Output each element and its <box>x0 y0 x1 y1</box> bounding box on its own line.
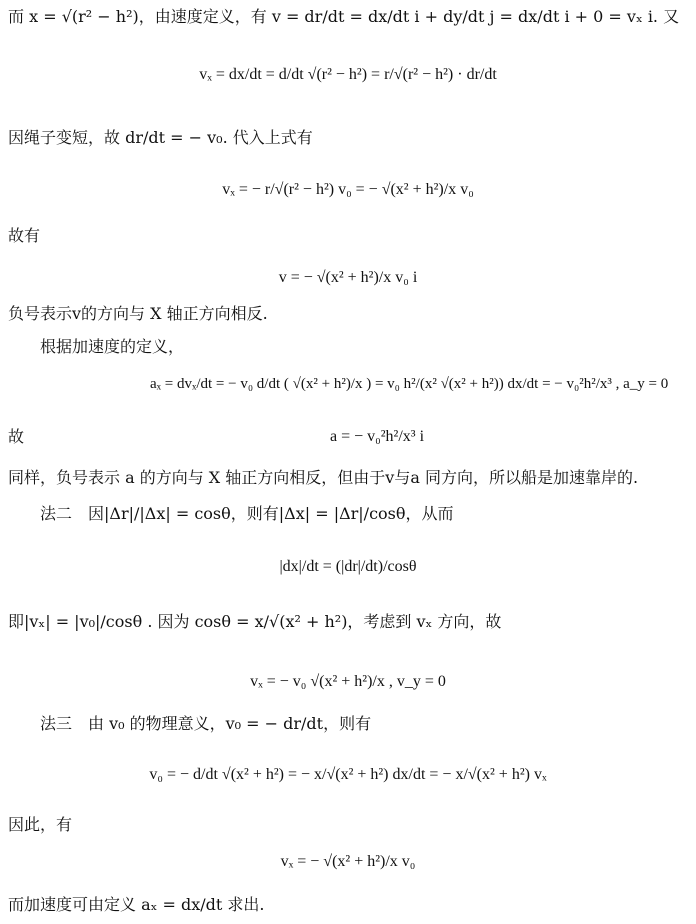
text-line-method-three: 法三 由 v₀ 的物理意义，v₀ = − dr/dt，则有 <box>40 714 372 733</box>
equation-vx-method-three: vₓ = − √(x² + h²)/x v₀ <box>280 853 416 870</box>
equation-velocity-vector: v = − √(x² + h²)/x v₀ i <box>278 269 418 286</box>
text-line-conclusion: 同样，负号表示 a 的方向与 X 轴正方向相反，但由于v与a 同方向，所以船是加速靠岸的. <box>8 468 639 487</box>
equation-vx-derivative: vₓ = dx/dt = d/dt √(r² − h²) = r/√(r² − h²) · dr/dt <box>199 66 497 83</box>
text-line-therefore: 故有 <box>8 226 41 245</box>
text-line-final: 而加速度可由定义 aₓ = dx/dt 求出. <box>8 895 265 914</box>
equation-v0-derivative: v₀ = − d/dt √(x² + h²) = − x/√(x² + h²) dx/dt = − x/√(x² + h²) vₓ <box>149 766 547 783</box>
text-line-method-two: 法二 因|Δr|/|Δx| = cosθ，则有|Δx| = |Δr|/cosθ，从而 <box>40 504 454 523</box>
equation-vx-result: vₓ = − r/√(r² − h²) v₀ = − √(x² + h²)/x v₀ <box>222 181 474 198</box>
text-line-1: 而 x = √(r² − h²)，由速度定义，有 v = dr/dt = dx/dt i + dy/dt j = dx/dt i + 0 = vₓ i. 又 <box>8 7 680 26</box>
text-line-cos-theta: 即|vₓ| = |v₀|/cosθ . 因为 cosθ = x/√(x² + h²)，考虑到 vₓ 方向，故 <box>8 612 502 631</box>
text-line-rope: 因绳子变短，故 dr/dt = − v₀. 代入上式有 <box>8 128 313 147</box>
text-line-hence: 因此，有 <box>8 815 73 834</box>
text-line-sign-meaning: 负号表示v的方向与 X 轴正方向相反. <box>8 304 268 323</box>
text-line-gu: 故 <box>8 427 25 446</box>
equation-acceleration-vector: a = − v₀²h²/x³ i <box>330 428 425 445</box>
equation-vx-method-two: vₓ = − v₀ √(x² + h²)/x , v_y = 0 <box>250 673 446 690</box>
equation-ax: aₓ = dvₓ/dt = − v₀ d/dt ( √(x² + h²)/x ) = v₀ h²/(x² √(x² + h²)) dx/dt = − v₀²h²/x³ , a_y = 0 <box>150 376 669 392</box>
text-line-acceleration-def: 根据加速度的定义， <box>40 337 185 356</box>
equation-dx-dt: |dx|/dt = (|dr|/dt)/cosθ <box>279 558 417 575</box>
